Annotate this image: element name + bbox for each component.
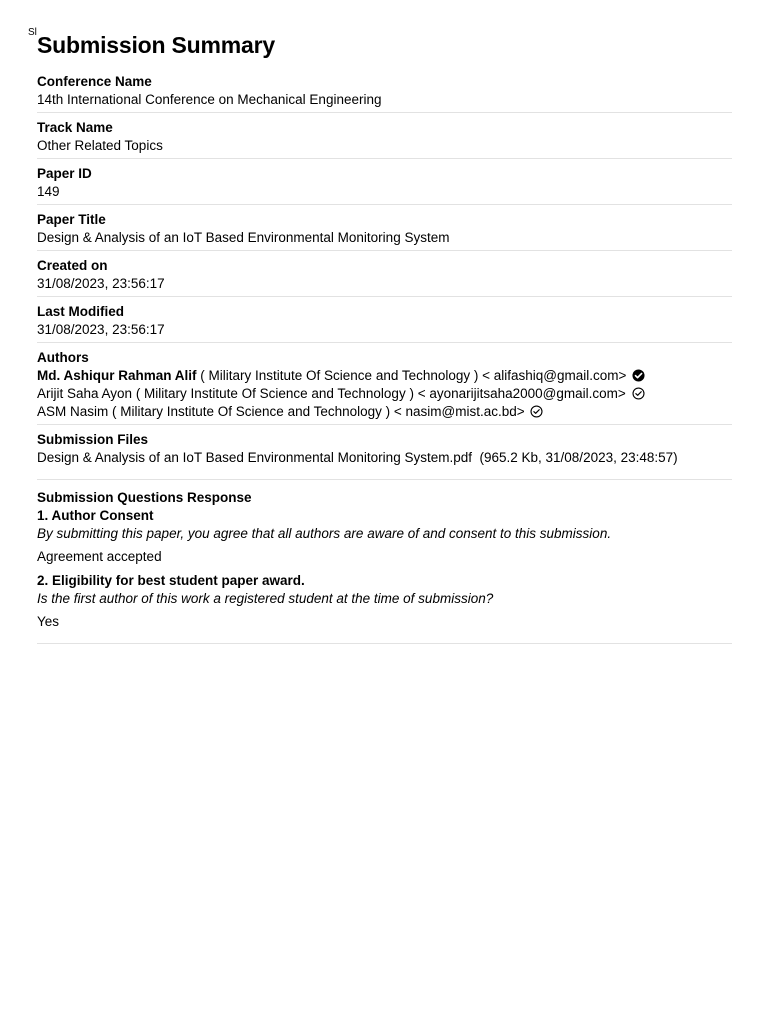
corner-mark: Sl	[28, 27, 37, 38]
paper-id-value: 149	[37, 184, 60, 199]
author-name: ASM Nasim	[37, 404, 109, 419]
authors-field	[37, 348, 732, 425]
track-name-label: Track Name	[37, 120, 113, 135]
author-row	[37, 385, 732, 403]
submission-files-field	[37, 430, 732, 480]
paper-id-label: Paper ID	[37, 166, 92, 181]
author-affiliation: ( Military Institute Of Science and Technology ) < nasim@mist.ac.bd>	[108, 404, 525, 419]
author-affiliation: ( Military Institute Of Science and Technology ) < ayonarijitsaha2000@gmail.com>	[132, 386, 626, 401]
author-row	[37, 367, 732, 385]
paper-id-field	[37, 164, 732, 205]
last-modified-value: 31/08/2023, 23:56:17	[37, 322, 165, 337]
question-title: 2. Eligibility for best student paper award.	[37, 573, 305, 588]
question-title: 1. Author Consent	[37, 508, 154, 523]
created-on-label: Created on	[37, 258, 108, 273]
author-row	[37, 403, 732, 421]
check-circle-filled-icon	[632, 369, 645, 382]
page-title: Submission Summary	[37, 32, 275, 58]
questions-heading: Submission Questions Response	[37, 490, 252, 505]
created-on-value: 31/08/2023, 23:56:17	[37, 276, 165, 291]
author-affiliation: ( Military Institute Of Science and Technology ) < alifashiq@gmail.com>	[196, 368, 627, 383]
track-name-field	[37, 118, 732, 159]
track-name-value: Other Related Topics	[37, 138, 163, 153]
question-answer: Yes	[37, 614, 60, 629]
paper-title-field	[37, 210, 732, 251]
paper-title-value: Design & Analysis of an IoT Based Environmental Monitoring System	[37, 230, 450, 245]
check-circle-outline-icon	[530, 405, 543, 418]
question-text: Is the first author of this work a registered student at the time of submission?	[37, 591, 494, 606]
submission-file-meta: (965.2 Kb, 31/08/2023, 23:48:57)	[471, 450, 678, 465]
check-circle-outline-icon	[632, 387, 645, 400]
last-modified-label: Last Modified	[37, 304, 124, 319]
author-name: Arijit Saha Ayon	[37, 386, 133, 401]
questions-section	[37, 485, 732, 644]
conference-name-field	[37, 72, 732, 113]
conference-name-value: 14th International Conference on Mechanical Engineering	[37, 92, 382, 107]
submission-file-row	[37, 449, 732, 467]
submission-file-link[interactable]: Design & Analysis of an IoT Based Environmental Monitoring System.pdf	[37, 450, 472, 465]
last-modified-field	[37, 302, 732, 343]
paper-title-label: Paper Title	[37, 212, 106, 227]
conference-name-label: Conference Name	[37, 74, 152, 89]
submission-files-label: Submission Files	[37, 432, 149, 447]
question-text: By submitting this paper, you agree that all authors are aware of and consent to this submission.	[37, 526, 612, 541]
authors-label: Authors	[37, 350, 89, 365]
summary-content	[37, 72, 732, 644]
created-on-field	[37, 256, 732, 297]
question-answer: Agreement accepted	[37, 549, 162, 564]
author-name: Md. Ashiqur Rahman Alif	[37, 368, 197, 383]
